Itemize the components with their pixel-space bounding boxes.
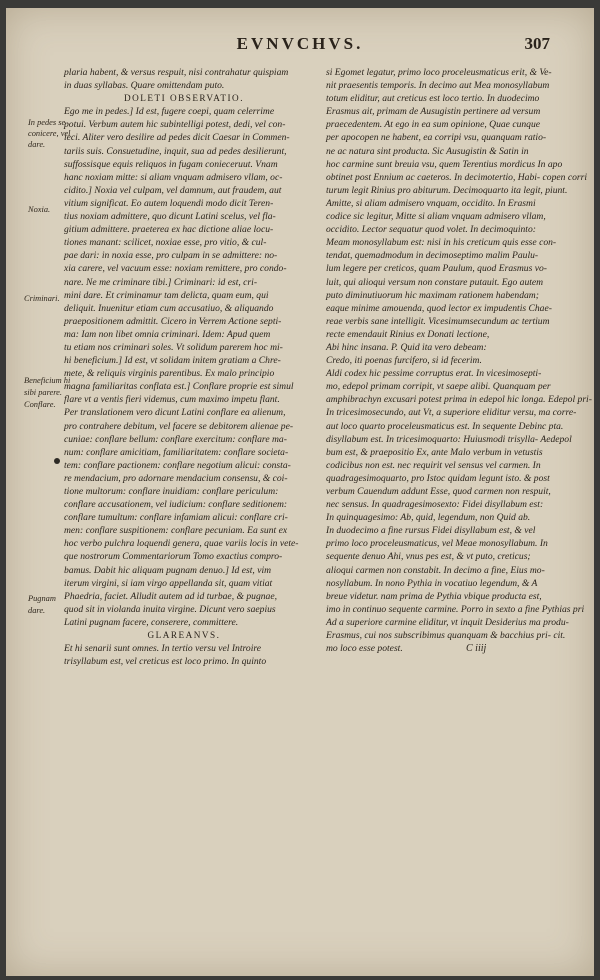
margin-note: conicere, vel bbox=[28, 129, 71, 138]
text-line: pae dari: in noxia esse, pro culpam in se admittere: no- bbox=[64, 250, 278, 262]
text-line: obtinet post Ennium ac caeteros. In decimotertio, Habi- copen corri bbox=[326, 171, 588, 183]
text-line: per apocopen ne habent, ea corripi vsu, quanquam ratio- bbox=[326, 132, 547, 144]
text-line: disyllabum est. In tricesimoquarto: Huiusmodi trisylla- Aedepol bbox=[326, 433, 572, 445]
text-line: In duodecimo a fine rursus Fidei disyllabum est, & vel bbox=[326, 525, 536, 537]
text-line: Credo, iti poenas furcifero, si id fecerim. bbox=[326, 355, 482, 367]
margin-note: Pugnam bbox=[28, 594, 56, 603]
text-line: flare vt a ventis fieri videmus, cum maximo impetu flant. bbox=[64, 394, 280, 406]
text-line: lum legere per creticos, quam Paulum, quod Erasmus vo- bbox=[326, 263, 547, 275]
text-line: Ad a superiore carmine eliditur, vt inquit Desiderius ma produ- bbox=[326, 616, 569, 628]
text-line: Meam monosyllabum est: nisi in his creticum quis esse con- bbox=[326, 237, 557, 249]
text-line: DOLETI OBSERVATIO. bbox=[123, 93, 244, 104]
text-line: verbum Cauendum addunt Esse, quod carmen non respuit, bbox=[326, 486, 551, 497]
text-line: iterum virgini, si iam virgo appellanda sit, quam vitiat bbox=[64, 577, 273, 589]
text-line: hanc noxiam mitte: si aliam vnquam admisero vllam, oc- bbox=[64, 171, 283, 183]
page-hole bbox=[54, 458, 60, 464]
text-line: suffossisque equis reliquos in fugam conieceruut. Vnam bbox=[64, 158, 278, 170]
text-line: in duas syllabas. Quare omittendam puto. bbox=[64, 80, 225, 92]
text-line: totum eliditur, aut creticus est loco tertio. In duodecimo bbox=[326, 93, 540, 105]
text-line: plaria habent, & versus respuit, nisi contrahatur quispiam bbox=[64, 67, 289, 78]
text-line: ma: Iam non libet omnia criminari. Idem: Apud quem bbox=[64, 328, 271, 340]
text-line: cuniae: conflare bellum: conflare exercitum: conflare ma- bbox=[64, 433, 287, 445]
text-line: trisyllabum est, vel creticus est loco primo. In quinto bbox=[64, 656, 267, 668]
text-line: magna familiaritas conflata est.] Conflare proprie est simul bbox=[64, 381, 294, 393]
text-line: puto diminutiuorum hic maximam rationem habendam; bbox=[326, 289, 539, 301]
text-line: Erasmus ait, primam de Ausugistin pertinere ad versum bbox=[326, 106, 541, 118]
text-line: ieci. Aliter vero desilire ad pedes dicit Caesar in Commen- bbox=[64, 132, 290, 144]
text-line: bum est, & praepositio Ex, ante Malo verbum in vetustis bbox=[326, 446, 543, 458]
catchword: C iiij bbox=[466, 643, 487, 654]
text-line: si Egomet legatur, primo loco proceleusmaticus erit, & Ve- bbox=[326, 67, 552, 78]
text-line: conflare tumultum: conflare infamiam alicui: conflare cri- bbox=[64, 512, 288, 524]
text-line: praecedentem. At ego in ea sum opinione, Quae cunque bbox=[326, 119, 541, 131]
text-line: sequente denuo Ahi, vnus pes est, & vt puto, creticus; bbox=[326, 551, 531, 563]
text-line: pro contrahere debitum, vel facere se debitorem alienae pe- bbox=[64, 420, 294, 432]
text-line: recte emendauit Rinius ex Donati lectione, bbox=[326, 328, 490, 340]
text-line: cidito.] Noxia vel culpam, vel damnum, aut fraudem, aut bbox=[64, 184, 282, 196]
text-line: Et hi senarii sunt omnes. In tertio versu vel Introire bbox=[64, 643, 261, 655]
text-line: xia carere, vel vacuum esse: noxiam remittere, pro condo- bbox=[64, 263, 287, 275]
margin-note: Criminari. bbox=[24, 294, 60, 303]
text-line: tione multorum: conflare inuidiam: conflare periculum: bbox=[64, 486, 279, 497]
right-text-column bbox=[326, 66, 592, 655]
text-line: breue videtur. nam prima de Pythia vbique producta est, bbox=[326, 590, 542, 602]
book-page bbox=[6, 8, 594, 976]
text-line: aut loco quarto proceleusmaticus est. In sequente Debinc pta. bbox=[326, 420, 564, 432]
page-number: 307 bbox=[524, 34, 550, 53]
text-line: bamus. Dabit hic aliquam pugnam denuo.] Id est, vim bbox=[64, 564, 272, 576]
text-line: praepositionem admittit. Cicero in Verrem Actione septi- bbox=[64, 315, 282, 327]
text-line: Phaedria, faciet. Alludit autem ad id turbae, & pugnae, bbox=[64, 590, 277, 602]
text-line: tu etiam nos criminari soles. Vt solidum parerem hoc mi- bbox=[64, 341, 283, 353]
text-line: In quinquagesimo: Ab, quid, legendum, non Quid ab. bbox=[326, 512, 531, 524]
text-line: hoc carmine sunt breuia vsu, quem Terentius mordicus In apo bbox=[326, 158, 563, 170]
text-line: deliquit. Inuenitur etiam cum accusatiuo, & aliquando bbox=[64, 302, 274, 314]
text-line: potui. Verbum autem hic subintelligi potest, dedi, vel con- bbox=[64, 119, 286, 131]
text-line: ne ac natura sint producta. Sic Ausugistin & Satin in bbox=[326, 145, 529, 157]
text-line: imo in continuo sequente carmine. Porro in sexto a fine Pythias pri bbox=[326, 603, 585, 615]
text-line: mo, edepol primam corripit, vt saepe alibi. Quanquam per bbox=[326, 381, 551, 393]
text-line: que nostrorum Commentariorum Tomo exactius compro- bbox=[64, 551, 283, 563]
text-line: tariis suis. Consuetudine, inquit, sua ad pedes desilierunt, bbox=[64, 145, 287, 157]
text-line: mete, & reliquis virginis parentibus. Ex malo principio bbox=[64, 368, 275, 380]
text-line: nosyllabum. In nono Pythia in vocatiuo legendum, & A bbox=[326, 577, 538, 589]
text-line: Aldi codex hic pessime corruptus erat. In vicesimosepti- bbox=[326, 368, 542, 380]
text-line: Latini pugnam facere, conserere, committere. bbox=[64, 616, 239, 628]
text-line: primo loco proceleusmaticus, vel Meae monosyllabum. In bbox=[326, 538, 548, 550]
text-line: gitium admittere. praeterea ex hac dictione aliae locu- bbox=[64, 224, 274, 236]
text-line: nare. Ne me criminare tibi.] Criminari: id est, cri- bbox=[64, 276, 258, 288]
text-line: nec sensus. In quadragesimosexto: Fidei disyllabum est: bbox=[326, 499, 544, 511]
margin-note: Conflare. bbox=[24, 400, 56, 409]
text-line: mini dare. Et criminamur tam delicta, quam eum, qui bbox=[64, 289, 269, 301]
margin-note: Noxia. bbox=[28, 205, 51, 214]
left-text-column bbox=[64, 66, 304, 668]
text-line: turum legit Rinius pro abiturum. Decimoquarto ita legit, piunt. bbox=[326, 184, 568, 196]
text-line: tiones manant: scilicet, noxiae esse, pro vitio, & cul- bbox=[64, 237, 267, 249]
text-line: tem: conflare pactionem: conflare negotium alicui: consta- bbox=[64, 459, 291, 471]
page-header bbox=[6, 34, 594, 58]
text-line: Erasmus, cui nos subscribimus quanquam & bacchius pri- cit. bbox=[326, 630, 566, 642]
margin-note: sibi parere. bbox=[24, 388, 62, 397]
text-line: luit, qui alioqui versum non constare putauit. Ego autem bbox=[326, 276, 544, 288]
text-line: conflare accusationem, vel iudicium: conflare seditionem: bbox=[64, 499, 288, 511]
text-line: men: conflare suspitionem: conflare pecuniam. Ea sunt ex bbox=[64, 525, 288, 537]
text-line: num: conflare amicitiam, familiaritatem: conflare societa- bbox=[64, 446, 289, 458]
text-line: nit praesentis temporis. In decimo aut Mea monosyllabum bbox=[326, 80, 550, 92]
text-line: GLAREANVS. bbox=[147, 630, 221, 641]
text-line: quadragesimoquarto, pro Istoc quidam legunt isto. & post bbox=[326, 472, 550, 484]
text-line: vitium significat. Eo autem loquendi modo dicit Teren- bbox=[64, 197, 274, 209]
text-line: amphibrachyn excusari potest prima in edepol hic longa. Edepol pri- bbox=[326, 394, 592, 406]
margin-note: In pedes se bbox=[28, 118, 66, 127]
text-line: In tricesimosecundo, aut Vt, a superiore eliditur versu, ma corre- bbox=[326, 407, 577, 419]
margin-note: dare. bbox=[28, 140, 46, 149]
running-title: EVNVCHVS. bbox=[236, 34, 364, 53]
text-line: hi beneficium.] Id est, vt solidam initem gratiam a Chre- bbox=[64, 355, 281, 367]
text-line: reae verbis sane intelligit. Vicesimumsecundum ac tertium bbox=[326, 315, 550, 327]
text-line: mo loco esse potest. bbox=[326, 643, 403, 655]
text-line: hoc verbo pulchra loquendi genera, quae variis locis in vete- bbox=[64, 538, 299, 550]
text-line: eaque minime amouenda, quod lector ex impudentis Chae- bbox=[326, 302, 552, 314]
margin-note: dare. bbox=[28, 606, 46, 615]
text-line: tendat, quemadmodum in decimoseptimo malim Paulu- bbox=[326, 250, 539, 262]
text-line: occidito. Lector sequatur quod volet. In decimoquinto: bbox=[326, 224, 536, 236]
text-line: Per translationem vero dicunt Latini conflare ea alienum, bbox=[64, 407, 286, 419]
margin-note: Beneficium hi bbox=[24, 376, 71, 385]
text-line: tius noxiam admittere, quo dicunt Latini scelus, vel fla- bbox=[64, 211, 276, 223]
text-line: codice sic legitur, Mitte si aliam vnquam admisero vllam, bbox=[326, 211, 546, 223]
text-line: Amitte, si aliam admisero vnquam, occidito. In Erasmi bbox=[326, 197, 536, 209]
text-line: codicibus non est. nec requirit vel sensus vel carmen. In bbox=[326, 459, 541, 471]
text-line: alioqui carmen non constabit. In decimo a fine, Eius mo- bbox=[326, 564, 545, 576]
text-line: quod sit in violanda inuita virgine. Dicunt vero saepius bbox=[64, 603, 276, 615]
text-line: Ego me in pedes.] Id est, fugere coepi, quam celerrime bbox=[64, 106, 275, 118]
text-line: re mendacium, pro adornare mendacium consensu, & coi- bbox=[64, 472, 288, 484]
text-line: Abi hinc insana. P. Quid ita vero debeam: bbox=[326, 341, 487, 353]
